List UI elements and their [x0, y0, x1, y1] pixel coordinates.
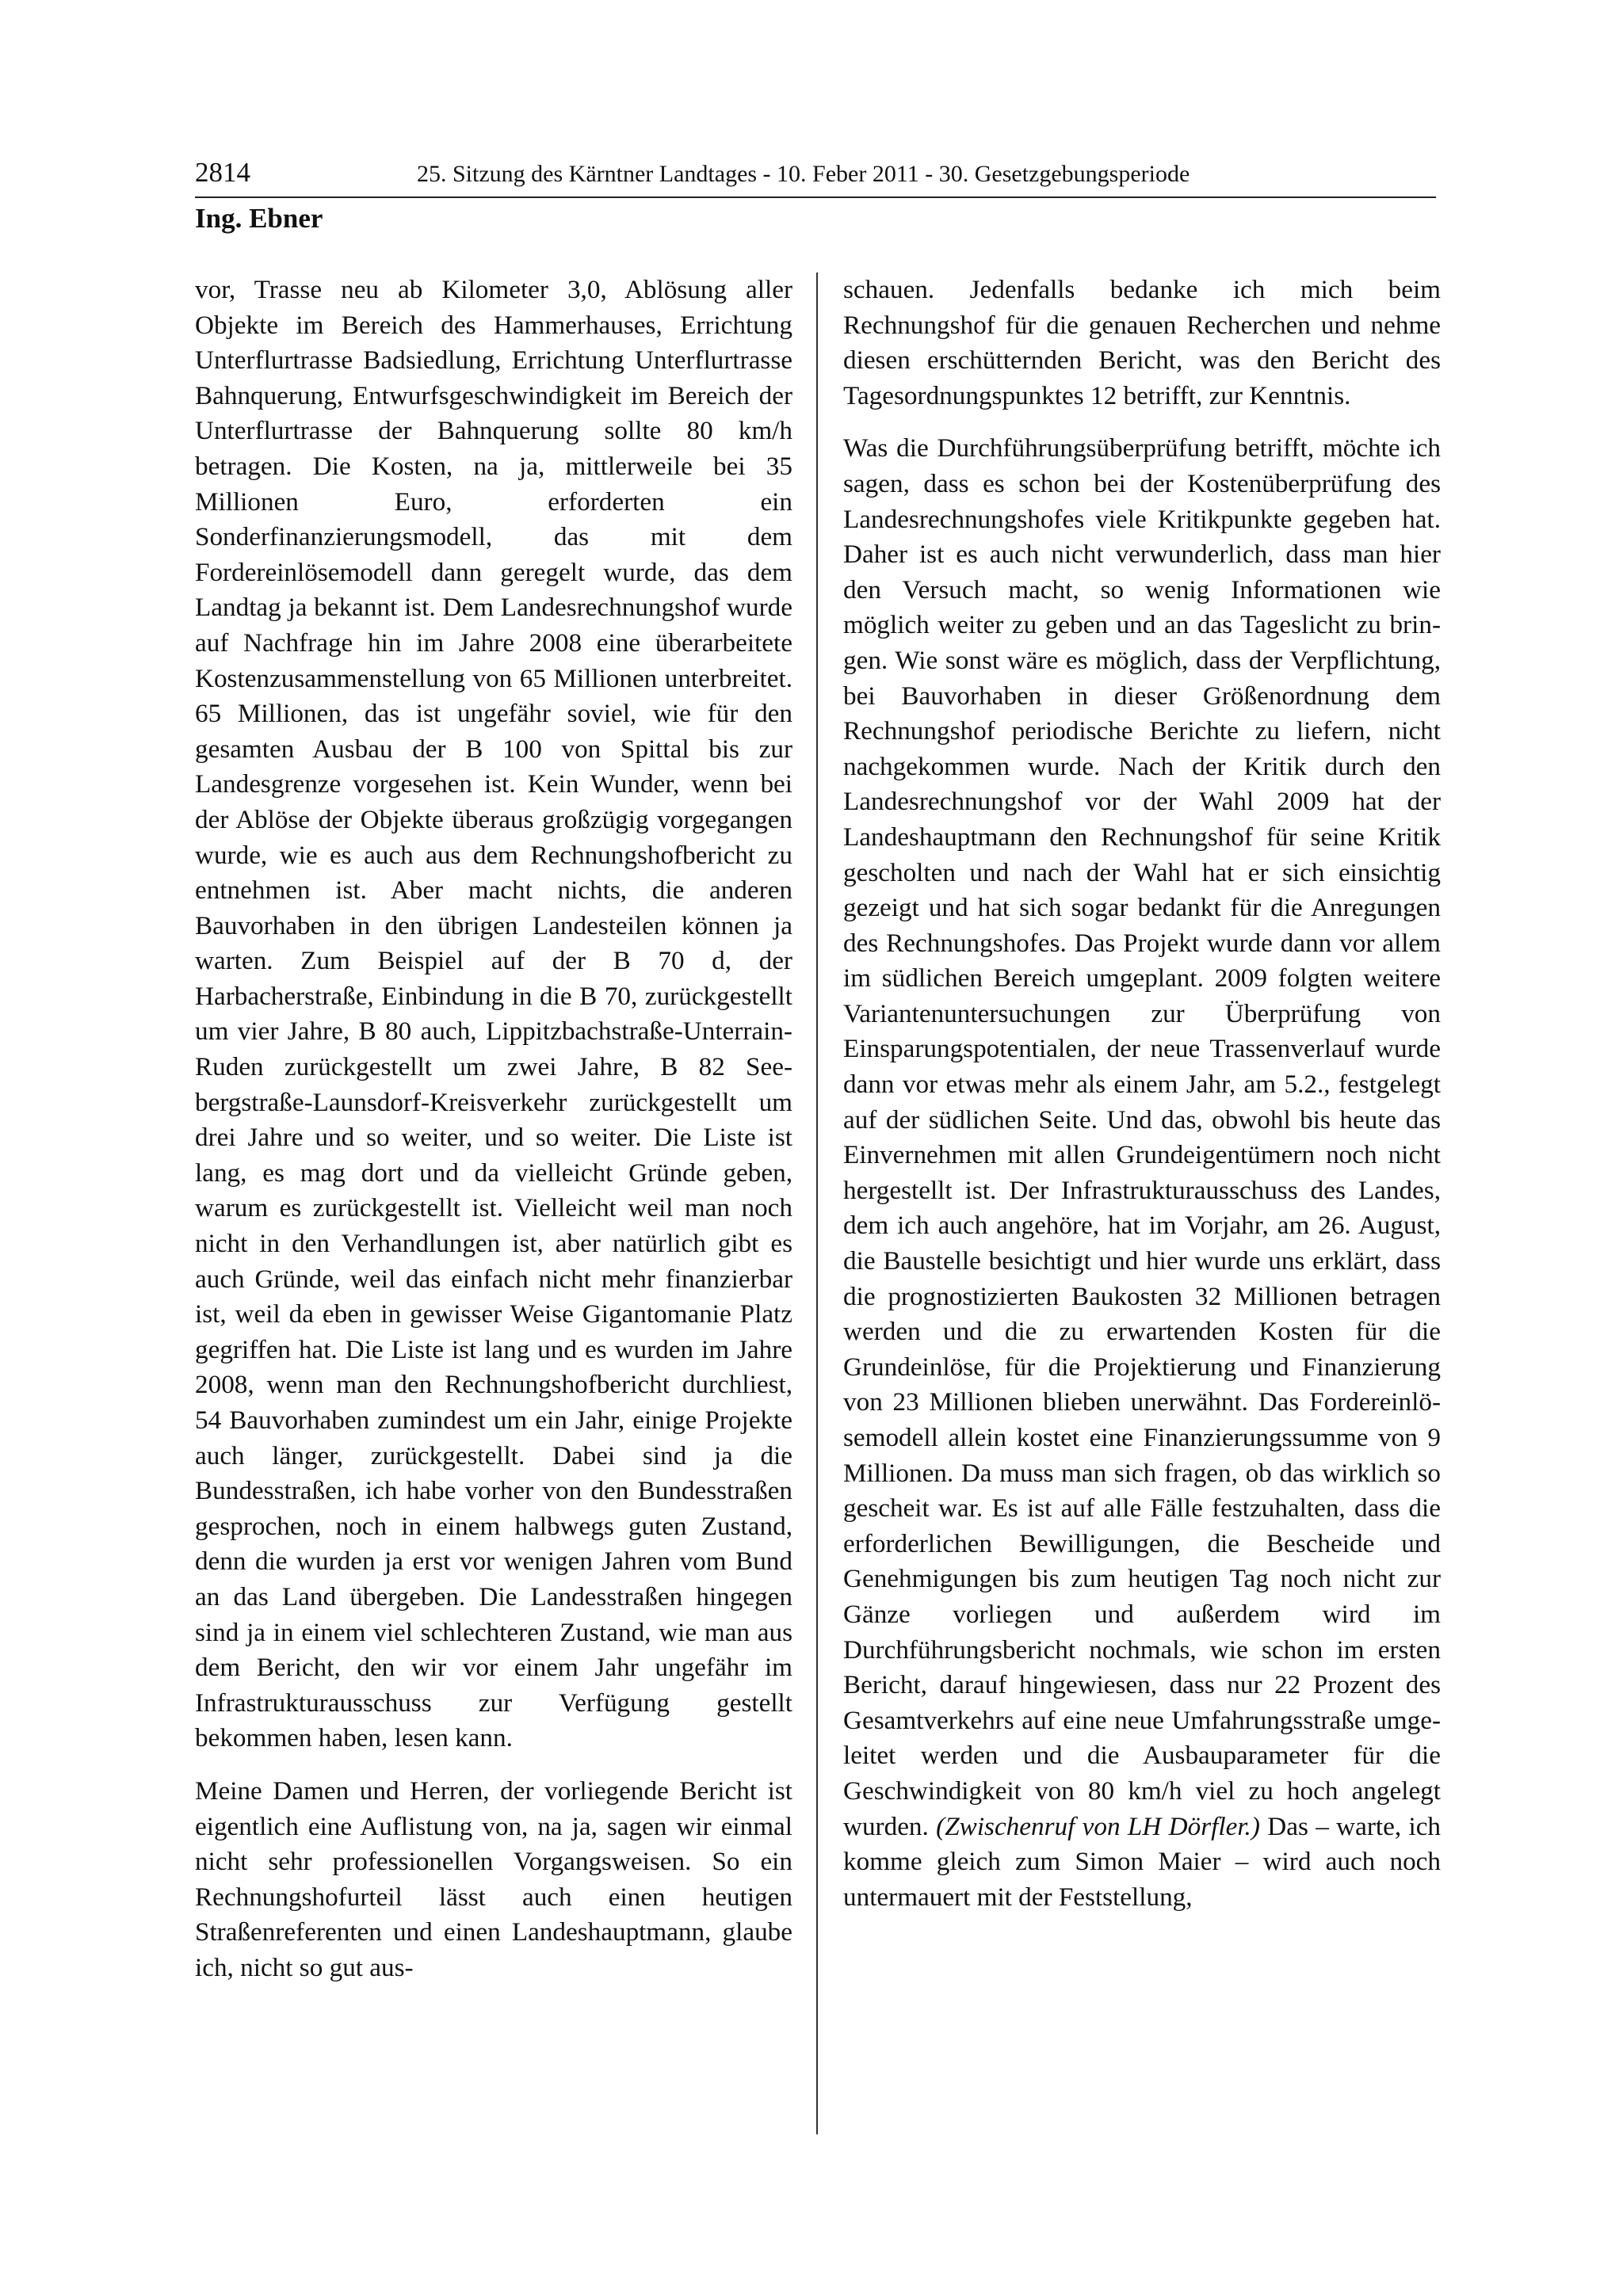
- right-column: [843, 273, 1441, 1932]
- running-title: 25. Sitzung des Kärntner Landtages - 10. Feber 2011 - 30. Gesetzgebungsperiode: [417, 161, 1190, 187]
- left-column: [195, 273, 792, 2004]
- page-header: [195, 155, 1436, 198]
- left-paragraph-1: vor, Trasse neu ab Kilometer 3,0, Ablösung aller Objekte im Bereich des Hammerhauses, Errichtung Unterflurtrasse Badsiedlung, Errichtung Unterflurtrasse Bahnquerung, Entwurfsgeschwindigkeit im Bereich der Unterflurtrasse der Bahnquerung sollte 80 km/h betragen. Die Kosten, na ja, mittlerweile bei 35 Millionen Euro, erforderten ein Sonderfinanzierungsmodell, das mit dem Fordereinlösemodell dann geregelt wurde, das dem Landtag ja bekannt ist. Dem Landesrechnungshof wurde auf Nachfrage hin im Jahre 2008 eine überarbeitete Kostenzusammenstellung von 65 Millionen unterbreitet. 65 Millionen, das ist ungefähr soviel, wie für den gesamten Ausbau der B 100 von Spittal bis zur Landesgrenze vorgesehen ist. Kein Wunder, wenn bei der Ablöse der Objekte überaus großzügig vorgegangen wurde, wie es auch aus dem Rechnungshofbericht zu entnehmen ist. Aber macht nichts, die anderen Bauvorhaben in den übrigen Landesteilen können ja warten. Zum Beispiel auf der B 70 d, der Harbacherstraße, Einbindung in die B 70, zurückgestellt um vier Jahre, B 80 auch, Lippitzbachstraße-Unterrain-Ruden zurückgestellt um zwei Jahre, B 82 Seebergstraße-Launsdorf-Kreisverkehr zurückgestellt um drei Jahre und so weiter, und so weiter. Die Liste ist lang, es mag dort und da vielleicht Gründe geben, warum es zurückgestellt ist. Vielleicht weil man noch nicht in den Verhandlungen ist, aber natürlich gibt es auch Gründe, weil das einfach nicht mehr finanzierbar ist, weil da eben in gewisser Weise Gigantomanie Platz gegriffen hat. Die Liste ist lang und es wurden im Jahre 2008, wenn man den Rechnungshofbericht durchliest, 54 Bauvorhaben zumindest um ein Jahr, einige Projekte auch länger, zurückgestellt. Dabei sind ja die Bundesstraßen, ich habe vorher von den Bundesstraßen gesprochen, noch in einem halbwegs guten Zustand, denn die wurden ja erst vor wenigen Jahren vom Bund an das Land übergeben. Die Landesstraßen hingegen sind ja in einem viel schlechteren Zustand, wie man aus dem Bericht, den wir vor einem Jahr ungefähr im Infrastrukturausschuss zur Verfügung gestellt bekommen haben, lesen kann.: [195, 275, 792, 1753]
- right-paragraph-2-text: Was die Durchführungsüberprüfung betrifft, möchte ich sagen, dass es schon bei der Kostenüberprüfung des Landesrechnungshofes viele Kritikpunkte gegeben hat. Daher ist es auch nicht verwunderlich, dass man hier den Versuch macht, so wenig Informationen wie möglich weiter zu geben und an das Tageslicht zu bringen. Wie sonst wäre es möglich, dass der Verpflichtung, bei Bauvorhaben in dieser Größenordnung dem Rechnungshof periodische Berichte zu liefern, nicht nachgekommen wurde. Nach der Kritik durch den Landesrechnungshof vor der Wahl 2009 hat der Landeshauptmann den Rechnungshof für seine Kritik gescholten und nach der Wahl hat er sich einsichtig gezeigt und hat sich sogar bedankt für die Anregungen des Rechnungshofes. Das Projekt wurde dann vor allem im südlichen Bereich umgeplant. 2009 folgten weitere Variantenuntersuchungen zur Überprüfung von Einsparungspotentialen, der neue Trassenverlauf wurde dann vor etwas mehr als einem Jahr, am 5.2., festgelegt auf der südlichen Seite. Und das, obwohl bis heute das Einvernehmen mit allen Grundeigentümern noch nicht hergestellt ist. Der Infrastrukturausschuss des Landes, dem ich auch angehöre, hat im Vorjahr, am 26. August, die Baustelle besichtigt und hier wurde uns erklärt, dass die prognostizierten Baukosten 32 Millionen betragen werden und die zu erwartenden Kosten für die Grundeinlöse, für die Projektierung und Finanzierung von 23 Millionen blieben unerwähnt. Das Fordereinlösemodell allein kostet eine Finanzierungssumme von 9 Millionen. Da muss man sich fragen, ob das wirklich so gescheit war. Es ist auf alle Fälle festzuhalten, dass die erforderlichen Bewilligungen, die Bescheide und Genehmigungen bis zum heutigen Tag noch nicht zur Gänze vorliegen und außerdem wird im Durchführungsbericht nochmals, wie schon im ersten Bericht, darauf hingewiesen, dass nur 22 Prozent des Gesamtverkehrs auf eine neue Umfahrungsstraße umgeleitet werden und die Ausbauparameter für die Geschwindigkeit von 80 km/h viel zu hoch angelegt wurden.: [843, 433, 1441, 1841]
- speaker-name: Ing. Ebner: [195, 203, 323, 234]
- right-paragraph-1: schauen. Jedenfalls bedanke ich mich beim Rechnungshof für die genauen Recherchen und nehme diesen erschütternden Bericht, was den Bericht des Tagesordnungspunktes 12 betrifft, zur Kenntnis.: [843, 275, 1441, 410]
- right-paragraph-2: [843, 431, 1441, 1915]
- column-divider: [816, 273, 818, 2134]
- page-number: 2814: [195, 157, 250, 188]
- interjection: (Zwischenruf von LH Dörfler.): [936, 1811, 1260, 1841]
- right-paragraph-2-continuation: Das – warte, ich komme gleich zum Simon Maier – wird auch noch untermauert mit der Feststellung,: [843, 1811, 1442, 1912]
- left-paragraph-2: Meine Damen und Herren, der vorliegende Bericht ist eigentlich eine Auflistung von, na ja, sagen wir einmal nicht sehr professionellen Vorgangsweisen. So ein Rechnungshofurteil lässt auch einen heutigen Straßenreferenten und einen Landeshauptmann, glaube ich, nicht so gut aus-: [195, 1775, 792, 1982]
